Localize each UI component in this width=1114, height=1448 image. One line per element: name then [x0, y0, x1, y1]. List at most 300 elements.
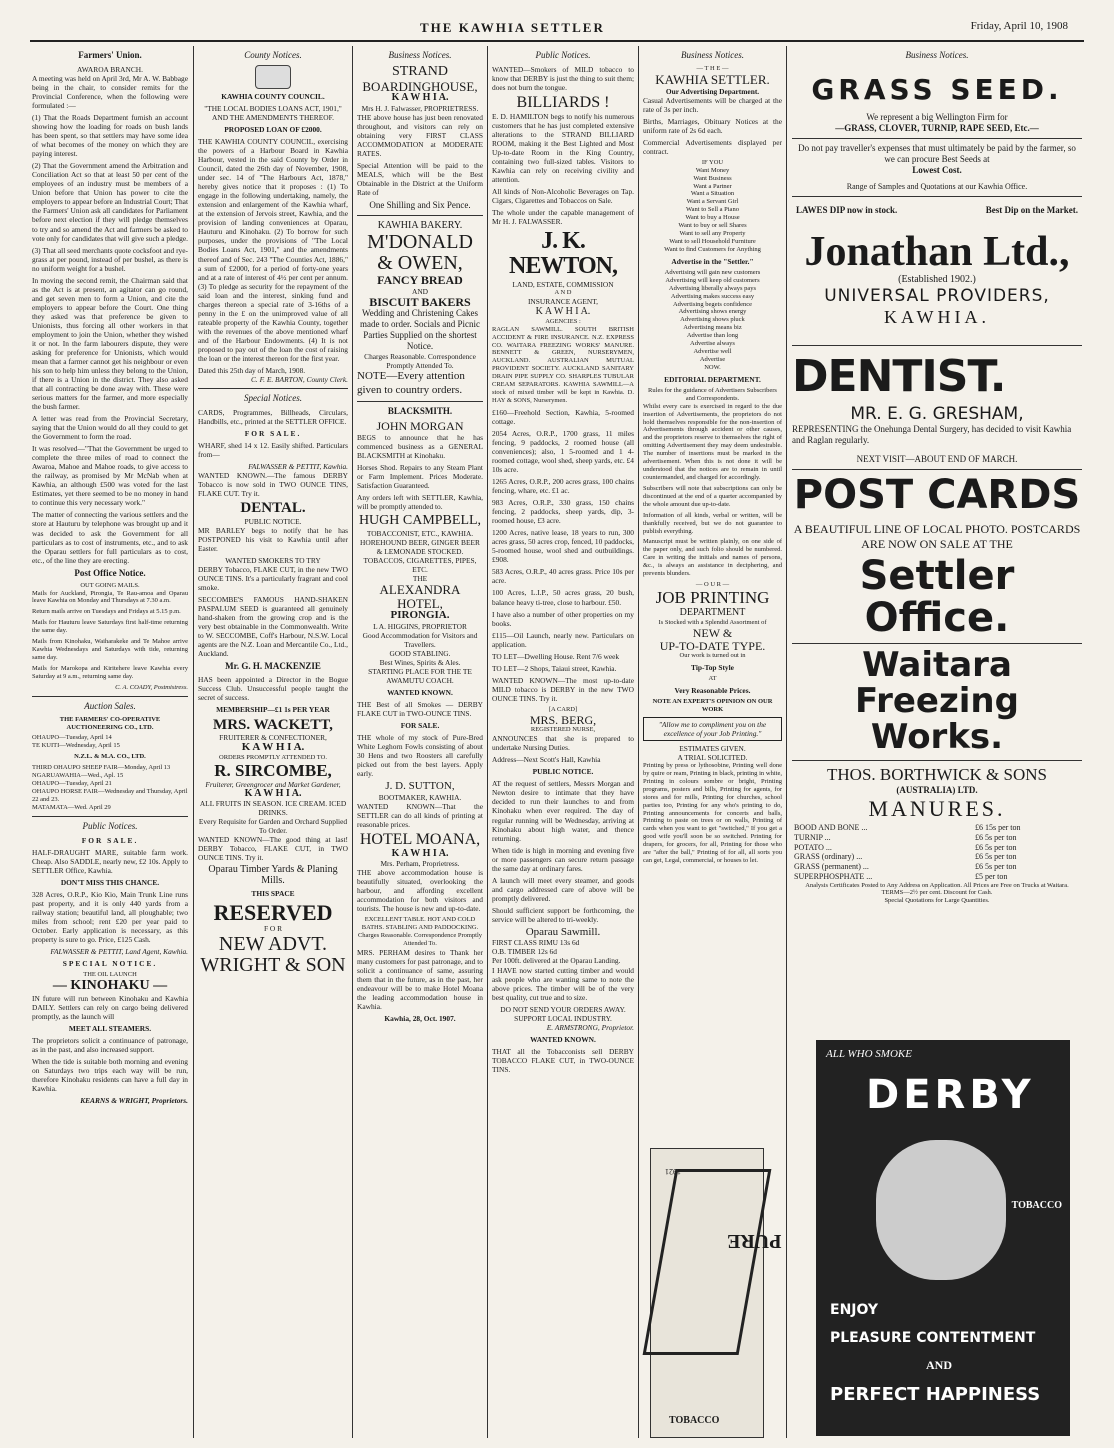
signature: FALWASSER & PETTIT, Land Agent, Kawhia.: [50, 947, 188, 957]
notice-text: Any orders left with SETTLER, Kawhia, will be promptly attended to.: [357, 492, 483, 512]
section-heading: Special Notices.: [244, 392, 302, 403]
notice-text: NOTE—Every attention given to country orders.: [357, 370, 465, 396]
property-listing: 1265 Acres, O.R.P., 200 acres grass, 100 chains fencing, whare, etc. £1 ac.: [492, 477, 634, 496]
notice-text: WANTED KNOWN.—The famous DERBY Tobacco is now sold in TWO OUNCE TINS, FLAKE CUT. Try it.: [198, 471, 348, 499]
notice-text: Whilst every care is exercised in regard to the due insertion of Advertisements, the proprietors do not hold themselves responsible for the non-insertion of Advertisements through accident or other causes, and the proprietors reserve to themselves the right of omitting Advertisement they may deem undesirable. The number of insertions must be marked in the advertisement. When this is not done it will be understood that the notices are to remain in until countermanded, and charged for accordingly.: [643, 402, 782, 481]
table-row: [792, 872, 1082, 882]
notice-text: When the tide is suitable both morning and evening on Saturdays two trips each way will be run, therefore Kinohaku residents can have a full day in Kawhia.: [32, 1056, 188, 1094]
signature: C. A. COADY, Postmistress.: [115, 683, 188, 691]
post-office-heading: Post Office Notice.: [74, 567, 146, 578]
notice-heading: DON'T MISS THIS CHANCE.: [60, 877, 160, 887]
manure-type: GRASS (ordinary) ...: [794, 852, 863, 862]
notice-text: THE Best of all Smokes — DERBY FLAKE CUT in TWO-OUNCE TINS.: [357, 700, 483, 719]
manure-type: SUPERPHOSPHATE ...: [794, 871, 873, 881]
advert-subheading: FANCY BREAD: [377, 273, 463, 288]
list-item: Advertising liberally always pays: [668, 284, 757, 292]
notice-text: THAT all the Tobacconists sell DERBY TOBACCO FLAKE CUT, in TWO-OUNCE TINS.: [492, 1046, 634, 1074]
notice-subheading: PUBLIC NOTICE.: [244, 516, 302, 526]
list-item: Want a Servant Girl: [686, 198, 739, 206]
mail-notice: Mails for Hauturu leave Saturdays first half-time returning the same day.: [32, 619, 188, 635]
notice-text: Casual Advertisements will be charged at the rate of 3s per inch.: [643, 95, 782, 114]
tobacco-tin-illustration: [650, 1148, 782, 1438]
list-item: Want to buy a House: [685, 214, 740, 222]
advert-heading: ALEXANDRA HOTEL,: [379, 581, 461, 611]
advert-heading: NEW ADVT.: [218, 932, 328, 955]
town-name: PIRONGIA.: [390, 609, 450, 622]
notice-text: NEXT VISIT—ABOUT END OF MARCH.: [856, 454, 1018, 465]
notice-text: AT: [708, 675, 717, 683]
section-heading: Public Notices.: [535, 50, 591, 60]
divider: [198, 388, 348, 389]
list-item: Want to buy or sell Shares: [678, 222, 747, 230]
derby-tobacco-advert: [816, 1040, 1070, 1436]
issue-date: Friday, April 10, 1908: [970, 20, 1068, 32]
reserved-heading: RESERVED: [213, 900, 333, 926]
for-sale-heading: FOR SALE.: [81, 835, 139, 845]
column-county-notices: [198, 48, 348, 1436]
list-item: Want to find Customers for Anything: [664, 245, 761, 253]
notice-text: THE whole of my stock of Pure-Bred White Leghorn Fowls consisting of about 30 Hens and two Roosters all carefully picked out from the best layers. Apply early.: [357, 733, 483, 779]
advert-text: ENJOY: [830, 1302, 879, 1318]
notice-subheading: Our Advertising Department.: [665, 86, 760, 96]
advert-heading: J. D. SUTTON,: [385, 780, 455, 793]
launch-name: — KINOHAKU —: [52, 978, 168, 994]
advert-heading: JOB PRINTING: [655, 587, 770, 607]
date-line: Kawhia, 28, Oct. 1907.: [384, 1014, 456, 1024]
notice-subheading: Rules for the guidance of Advertisers Subscribers and Correspondents.: [648, 386, 777, 402]
article-paragraph: It was resolved—"That the Government be urged to complete the three miles of road to connect the Awaroa, Mahoe and Mahoe roads, to give access to the railway, as promised by Mr McNab when at Kawhia, an although £500 was voted for the last Estimates, yet there seemed to be no money in hand to continue this very necessary work.": [32, 444, 188, 508]
notice-heading: WANTED KNOWN.: [530, 1034, 596, 1044]
testimonial-box: "Allow me to compliment you on the excellence of your Job Printing.": [643, 717, 782, 741]
manure-price: £5 per ton: [974, 871, 1008, 881]
list-item: IF YOU: [701, 158, 724, 166]
divider: [792, 196, 1082, 197]
signature: C. F. E. BARTON, County Clerk.: [250, 374, 348, 384]
advert-heading: Waitara Freezing Works.: [855, 645, 1019, 757]
property-listing: TO LET—2 Shops, Taiaui street, Kawhia.: [492, 663, 617, 673]
notice-text: AT the request of settlers, Messrs Morgan and Newton desire to intimate that they have decided to run their launches to and from Kinohaku when ever required. The day of regular running will be Wednesday, arriving at Kinohaku about high water, and thence returning.: [492, 779, 634, 843]
mail-notice: Mails for Auckland, Pirongia, Te Rau-amoa and Oparau leave Kawhia on Monday and Thursdays at 7.30 a.m.: [32, 589, 188, 605]
notice-subheading: WANTED SMOKERS TO TRY: [225, 556, 321, 566]
advert-subheading: UNIVERSAL PROVIDERS,: [824, 286, 1050, 307]
advert-heading: Oparau Timber Yards & Planing Mills.: [208, 864, 338, 886]
notice-text: DERBY Tobacco, FLAKE CUT, in the new TWO OUNCE TINS. It's a particularly fragrant and cool smoke.: [198, 565, 348, 593]
article-paragraph: (2) That the Government amend the Arbitration and Conciliation Act so that at least 50 per cent of the employees of an industry must be members of a Union before that Union has power to cite the employers to appear before an Industrial Court; That the Farmers' Union ask all candidates for Parliament before next election if they will pledge themselves to try and so amend the Act and farmers be asked to vote only for candidates that will give such a pledge.: [32, 161, 188, 243]
masthead: [0, 20, 1114, 40]
advert-subheading: NEW &: [692, 625, 733, 640]
notice-text: IN future will run between Kinohaku and Kawhia DAILY. Settlers can rely on cargo being delivered promptly, as the launch will: [32, 993, 188, 1021]
advert-heading: WRIGHT & SON: [200, 953, 346, 976]
date-line: Dated this 25th day of March, 1908.: [198, 365, 306, 375]
town-name: K A W H I A.: [535, 305, 591, 317]
divider: [792, 345, 1082, 346]
smoker-face-icon: [876, 1140, 1006, 1280]
manure-price: £6 5s per ton: [974, 832, 1017, 842]
notice-text: SUPPORT LOCAL INDUSTRY.: [514, 1013, 612, 1023]
notice-subheading: ORDERS PROMPTLY ATTENDED TO.: [219, 753, 327, 761]
notice-text: WHARF, shed 14 x 12. Easily shifted. Particulars from—: [198, 441, 348, 460]
notice-text: Best Wines, Spirits & Ales.: [379, 657, 461, 667]
notice-text: 328 Acres, O.R.P., Kio Kio, Main Trunk Line runs past property, and it is only 440 yards from a railway station; beautiful land, all ploughable; two miles from school; rent £20 per year paid to October. Early application is necessary, as this property is sure to go. Price, £125 Cash.: [32, 889, 188, 945]
notice-text: DO NOT SEND YOUR ORDERS AWAY.: [500, 1004, 626, 1014]
table-row: [792, 833, 1082, 843]
notice-text: Is Stocked with a Splendid Assortment of: [658, 619, 767, 627]
list-item: Advertise than long: [686, 332, 739, 340]
manure-price: £6 15s per ton: [974, 823, 1021, 833]
notice-text: Wedding and Christening Cakes made to order. Socials and Picnic Parties Supplied on the shortest Notice.: [360, 308, 480, 352]
notice-text: I have also a number of other properties on my books.: [492, 609, 634, 628]
auction-date: TE KUITI—Wednesday, April 15: [32, 742, 120, 750]
notice-text: Our work is turned out in: [679, 652, 746, 660]
table-row: [792, 823, 1082, 833]
notice-heading: SPECIAL NOTICE.: [62, 959, 158, 969]
notice-subheading: THE OIL LAUNCH: [83, 971, 137, 979]
property-listing: £115—Oil Launch, nearly new. Particulars on application.: [492, 630, 634, 649]
property-listing: 2054 Acres, O.R.P., 1700 grass, 11 miles fencing, 9 paddocks, 2 roomed house (all conveniences); also, 1 5-roomed and 1 4-roomed cottage, wool shed, sheep yards, etc. £4 10s acre.: [492, 428, 634, 475]
list-item: NOW.: [704, 363, 721, 371]
divider: [32, 696, 188, 697]
section-heading: Business Notices.: [681, 50, 744, 60]
notice-text: HAS been appointed a Director in the Bogue Success Club. Unsuccessful people taught the secret of success.: [198, 675, 348, 703]
advert-heading: MRS. BERG,: [529, 712, 597, 727]
notice-text: CARDS, Programmes, Billheads, Circulars, Handbills, etc., printed at the SETTLER OFFICE.: [198, 407, 348, 426]
price-line: FIRST CLASS RIMU 13s 6d: [492, 938, 580, 948]
auction-date: OHAUPO—Tuesday, April 21: [32, 780, 112, 788]
notice-text: Lowest Cost.: [912, 165, 962, 176]
notice-subheading: AGENCIES :: [545, 317, 581, 325]
notice-text: Every Requisite for Garden and Orchard Supplied To Order.: [198, 817, 348, 836]
advert-text: PLEASURE CONTENTMENT: [830, 1330, 1036, 1346]
advert-text: AND: [926, 1358, 952, 1372]
advert-heading: DERBY: [866, 1072, 1035, 1118]
notice-text: —GRASS, CLOVER, TURNIP, RAPE SEED, Etc.—: [835, 123, 1039, 134]
section-heading: Business Notices.: [388, 50, 452, 60]
advert-heading: BILLIARDS !: [516, 94, 610, 112]
advert-text: PERFECT HAPPINESS: [830, 1384, 1041, 1405]
notice-subheading: [A CARD]: [548, 705, 578, 713]
notice-text: Commercial Advertisements displayed per contract.: [643, 137, 782, 156]
manure-type: POTATO ...: [794, 842, 832, 852]
notice-text: REPRESENTING the Onehunga Dental Surgery, has decided to visit Kawhia and Raglan regularly.: [792, 424, 1072, 446]
advert-heading: JOHN MORGAN: [376, 419, 464, 434]
article-paragraph: A meeting was held on April 3rd, Mr A. W. Babbage being in the chair, to consider remits for the Provincial Conference, when the following were formulated :—: [32, 74, 188, 111]
notice-heading: MEMBERSHIP—£1 1s PER YEAR: [216, 705, 330, 715]
property-listing: 100 Acres, L.I.P., 50 acres grass, 20 bush, balance heavy ti-tree, close to harbour. £50.: [492, 588, 634, 607]
manure-price-table: [792, 823, 1082, 882]
notice-text: E. D. HAMILTON begs to notify his numerous customers that he has just completed extensive alterations to the STRAND BILLIARD ROOM, making it the Best Lighted and Most Up-to-date Room in the King Country, containing two full-sized tables. Visitors to Kawhia can rely on receiving civility and attention.: [492, 111, 634, 185]
town-name: KAWHIA.: [883, 306, 991, 327]
column-divider: [193, 46, 194, 1438]
column-farmers-union: [32, 48, 188, 1436]
notice-subheading: A N D: [554, 288, 572, 296]
signature: KEARNS & WRIGHT, Proprietors.: [80, 1096, 188, 1106]
advert-heading: MRS. WACKETT,: [213, 716, 333, 733]
divider: [792, 643, 1082, 644]
notice-text: THE above accommodation house is beautifully situated, overlooking the harbour, and affording excellent accommodation for both visitors and tourists. The house is new and up-to-date.: [357, 868, 483, 914]
mail-notice: Mails for Marokopa and Kiritehere leave Kawhia every Saturday at 9 a.m., returning same day.: [32, 664, 188, 680]
list-item: Want a Partner: [693, 182, 732, 190]
notice-heading: EDITORIAL DEPARTMENT.: [664, 374, 761, 384]
property-listing: 1200 Acres, native lease, 18 years to run, 300 acres grass, 50 acres crop, fenced, 10 paddocks, 5-roomed house, wool shed and outbuildings. £908.: [492, 528, 634, 565]
table-row: [792, 843, 1082, 853]
list-item: Want a Situation: [690, 190, 735, 198]
auction-date: MATAMATA—Wed. April 29: [32, 803, 111, 811]
column-divider: [352, 46, 353, 1438]
notice-text: WANTED KNOWN—That the SETTLER can do all kinds of printing at reasonable prices.: [357, 801, 483, 829]
coat-of-arms-icon: [255, 65, 291, 89]
notice-text: The whole under the capable management of Mr H. J. FALWASSER.: [492, 208, 634, 227]
tin-brand: TOBACCO: [669, 1415, 720, 1426]
article-paragraph: In moving the second remit, the Chairman said that as the Act is at present, an agitator can go round, and get seven men to form a Union, and cite the employers to appear before the Court. One thing they asked was that preference be given to Unionists, thus forcing all other workers in that employment to join the Union, whether they wished it or not. In the farm labourers dispute, they were asking for preference for Unionists, which would mean that a farmer cannot get his neighbour or even his son to help him unless they belong to the Union, if there is a Union in the district. They also asked that all contracting be done away with. These were serious matters for the farmer, and more especially the bush farmer.: [32, 275, 188, 412]
notice-text: Special Quotations for Large Quantities.: [884, 897, 990, 905]
property-listing: TO LET—Dwelling House. Rent 7/6 week: [492, 651, 620, 661]
mail-notice: Return mails arrive on Tuesdays and Fridays at 5.15 p.m.: [32, 608, 181, 616]
advert-heading: J. K. NEWTON,: [509, 228, 617, 280]
auction-company: THE FARMERS' CO-OPERATIVE AUCTIONEERING CO., LTD.: [59, 715, 161, 731]
notice-text: Information of all kinds, verbal or written, will be thankfully received, but we do not guarantee to publish everything.: [643, 511, 782, 535]
top-rule: [30, 40, 1084, 42]
advert-heading: Mr. G. H. MACKENZIE: [225, 661, 321, 672]
notice-text: Charges Reasonable. Correspondence Promptly Attended To.: [364, 352, 476, 371]
advert-heading: BOARDINGHOUSE,: [362, 78, 478, 94]
advert-heading: BLACKSMITH.: [387, 406, 453, 417]
notice-text: Very Reasonable Prices.: [674, 686, 751, 695]
section-heading: Business Notices.: [905, 50, 969, 60]
advert-subheading: UP-TO-DATE TYPE.: [659, 638, 766, 653]
notice-heading: MEET ALL STEAMERS.: [68, 1023, 152, 1033]
auction-date: OHAUPO—Tuesday, April 14: [32, 734, 112, 742]
notice-text: LAWES DIP now in stock.: [796, 204, 898, 215]
space-notice: THIS SPACE: [251, 889, 295, 899]
advert-subheading: BISCUIT BAKERS: [369, 294, 471, 309]
address-line: Address—Next Scott's Hall, Kawhia: [492, 755, 601, 765]
advert-subheading: THOS. BORTHWICK & SONS: [827, 764, 1047, 784]
notice-subheading: — T H E —: [696, 64, 729, 72]
notice-subheading: Fruiterer, Greengrocer and Market Gardener,: [205, 779, 341, 789]
proprietor: L A. HIGGINS, PROPRIETOR: [373, 621, 467, 631]
subheading: AWAROA BRANCH.: [77, 64, 143, 74]
for-sale-heading: FOR SALE.: [244, 428, 302, 438]
newspaper-title: THE KAWHIA SETTLER: [420, 20, 605, 35]
notice-text: Tip-Top Style: [691, 663, 734, 673]
advert-heading: Oparau Sawmill.: [525, 925, 601, 938]
article-paragraph: (1) That the Roads Department furnish an account showing how the loading for roads on bush lands has been spent, so that settlers may have some idea of what becomes of the money on which they are paying interest.: [32, 113, 188, 159]
table-row: [792, 852, 1082, 862]
manure-type: TURNIP ...: [794, 832, 831, 842]
notice-subheading: — O U R —: [695, 581, 730, 589]
notice-text: F O R: [263, 924, 283, 934]
divider: [792, 469, 1082, 470]
column-divider: [638, 46, 639, 1438]
notice-text: Horses Shod. Repairs to any Steam Plant or Farm Implement. Prices Moderate. Satisfaction Guaranteed.: [357, 462, 483, 490]
manure-type: GRASS (permanent) ...: [794, 862, 869, 872]
advert-text: ALL WHO SMOKE: [826, 1048, 912, 1060]
printing-verse: Printing by press or lythosobine, Printing well done by quire or ream, Printing in black, printing in white, Printing in colours sombre or bright, Printing programs, posters and bills, Printing for agents, for stores and for mills, Printing for churches, school parties too, Printing for any who's printing to do, Printing announcements for concerts and balls, Printing to paste on trees or on walls, Printing of cards when you want to get "switched," If you get a good wife you'll soon be so switched. Printing for drapers, for grocers, for all, Printing for those who are "after the ball," Printing of for all, all sorts you can get, Legal, commercial, or houses to let.: [643, 762, 782, 865]
divider: [792, 138, 1082, 139]
divider: [792, 760, 1082, 761]
list-item: Advertising shows pluck: [680, 316, 745, 324]
notice-text: STARTING PLACE FOR THE TE AWAMUTU COACH.: [368, 666, 472, 685]
notice-text: HOREHOUND BEER, GINGER BEER & LEMONADE STOCKED.: [360, 537, 480, 556]
notice-text: When tide is high in morning and evening five or more passengers can secure return passage the same day at ordinary fares.: [492, 845, 634, 873]
manure-type: BOOD AND BONE ...: [794, 823, 868, 833]
notice-text: Charges Reasonable. Correspondence Promptly Attended To.: [357, 932, 483, 948]
section-heading: Public Notices.: [82, 820, 138, 831]
table-row: [792, 862, 1082, 872]
notice-text: Special Attention will be paid to the MEALS, which will be the Best Obtainable in the District at the Uniform Rate of: [357, 160, 483, 198]
list-item: Want to sell Household Furniture: [669, 237, 756, 245]
town-name: K A W H I A.: [391, 92, 449, 104]
column-public-notices: [492, 48, 634, 1436]
notice-text: Should sufficient support be forthcoming, the service will be altered to tri-weekly.: [492, 905, 634, 924]
manure-price: £6 5s per ton: [974, 842, 1017, 852]
notice-text: Per 100ft. delivered at the Oparau Landing.: [492, 956, 621, 966]
town-name: K A W H I A.: [391, 847, 449, 859]
advert-heading: KAWHIA BAKERY.: [377, 220, 463, 232]
notice-text: Births, Marriages, Obituary Notices at the uniform rate of 2s 6d each.: [643, 116, 782, 135]
auction-date: NGARUAWAHIA—Wed., Apl. 15: [32, 772, 124, 780]
list-item: Want to Sell a Piano: [686, 206, 739, 214]
tin-label: PURE: [727, 1230, 782, 1252]
notice-subheading: (Established 1902.): [898, 274, 976, 286]
notice-text: THE KAWHIA COUNTY COUNCIL, exercising the powers of a Harbour Board in Kawhia Harbour, vested in the said County by Order in Council, dated the 26th day of November, 1908, under sec. 14 of "The Harbours Act, 1878," hereby gives notice that it proposes : (1) To engage in the following undertaking, namely, the extension and enlargement of the Kawhia wharf, at the extension of Jervois street, Kawhia, and the provision of landing conveniences at Oparau, Hauturu and Kinohaku. (2) To borrow for such purposes, under the provisions of "The Local Bodies Loans Act, 1901," and the amendments thereof and of Sec. 243 "The Counties Act, 1886," a sum of £2000, for a period of forty-one years and at a rate of interest of 4½ per cent per annum. (3) To pledge as security for the repayment of the said loan and the interest, sinking fund and charges thereon a special rate of 3-16ths of a penny in the £ on the unimproved value of all rateable property of the Kawhia County, together with the revenues of the above mentioned wharf and of the Harbour Endowments. (4) It is not proposed to pay out of the loan the cost of raising the loan or the interest thereon for the first year.: [198, 137, 348, 363]
notice-heading: ESTIMATES GIVEN.: [679, 743, 746, 753]
signature: E. ARMSTRONG, Proprietor.: [546, 1022, 634, 1032]
article-paragraph: A letter was read from the Provincial Secretary, saying that the Union would do all they could to get the Government to form the road.: [32, 414, 188, 442]
notice-subheading: TOBACCONIST, ETC., KAWHIA.: [366, 528, 474, 538]
dental-heading: DENTAL.: [240, 500, 306, 517]
notice-subheading: (AUSTRALIA) LTD.: [896, 785, 978, 796]
divider: [32, 816, 188, 817]
property-listing: 983 Acres, O.R.P., 330 grass, 150 chains fencing, 2 paddocks, sheep yards, dip, 3-roomed house, £3 acre.: [492, 498, 634, 526]
list-item: Advertising begets confidence: [672, 300, 753, 308]
manure-price: £6 5s per ton: [974, 852, 1017, 862]
advert-subheading: DEPARTMENT: [679, 606, 746, 618]
notice-heading: One Shilling and Six Pence.: [369, 200, 471, 211]
article-paragraph: The matter of connecting the various settlers and the store at Hauturu by telephone was brought up and it was decided to ask the Government for all particulars as to cost of instruments, etc., and to ask the Oparau settlers for full particulars as to cost, etc., of the line they are erecting.: [32, 510, 188, 565]
advert-heading: DENTIST.: [792, 350, 1006, 402]
notice-text: WANTED KNOWN—The most up-to-date MILD tobacco is DERBY in the new TWO OUNCE TINS. Try it.: [492, 675, 634, 703]
notice-subheading: BOOTMAKER, KAWHIA.: [378, 792, 462, 802]
advert-heading: MANURES.: [868, 796, 1006, 822]
advert-heading: KAWHIA SETTLER.: [655, 71, 770, 87]
advert-heading: HUGH CAMPBELL,: [358, 513, 482, 529]
list-item: Want Money: [695, 166, 730, 174]
advert-heading: HOTEL MOANA,: [359, 830, 481, 848]
agency-list: RAGLAN SAWMILL. SOUTH BRITISH ACCIDENT & FIRE INSURANCE. N.Z. EXPRESS CO. WAITARA FREEZING WORKS' MANURE. BENNETT & GREEN, NURSERYMEN, AUCKLAND. AUSTRALIAN MUTUAL PROVIDENT SOCIETY. AUCKLAND SANITARY DRAIN PIPE SUPPLY CO. SHARPLES TUBULAR CREAM SEPARATORS. KAWHIA SAWMILL—A stock of mixed timber will be kept in Kawhia. D. HAY & SONS, Nurserymen.: [492, 325, 634, 404]
notice-text: ANNOUNCES that she is prepared to undertake Nursing Duties.: [492, 734, 634, 753]
loan-heading: PROPOSED LOAN OF £2000.: [224, 125, 322, 135]
list-item: Advertise always: [690, 340, 735, 348]
notice-text: THE above house has just been renovated throughout, and visitors can rely on obtaining very FIRST CLASS ACCOMMODATION at MODERATE RATES.: [357, 112, 483, 158]
advert-heading: POST CARDS: [793, 472, 1081, 519]
notice-text: WANTED—Smokers of MILD tobacco to know that DERBY is just the thing to suit them; does not burn the tongue.: [492, 64, 634, 93]
notice-subheading: FRUITERER & CONFECTIONER,: [219, 733, 327, 743]
dip-line: [792, 201, 1082, 220]
notice-text: We represent a big Wellington Firm for: [866, 112, 1008, 123]
notice-heading: WANTED KNOWN.: [387, 687, 453, 697]
list-item: Advertising will gain new customers: [664, 268, 761, 276]
notice-text: The proprietors solicit a continuance of patronage, as in the past, and also increased support.: [32, 1035, 188, 1054]
mail-notice: Mails from Kinohaku, Waiharakeke and Te Mahoe arrive Kawhia Wednesdays and Saturdays with tide, returning same day.: [32, 638, 188, 661]
advert-heading: GRASS SEED.: [811, 72, 1063, 106]
advert-subheading: MR. E. G. GRESHAM,: [850, 403, 1024, 424]
notice-text: Analysis Certificates Posted to Any Address on Application. All Prices are Free on Trucks at Waitara.: [805, 881, 1069, 889]
section-heading: Farmers' Union.: [78, 50, 142, 60]
notice-text: BEGS to announce that he has commenced business as a GENERAL BLACKSMITH at Kinohaku.: [357, 432, 483, 460]
notice-subheading: REGISTERED NURSE,: [530, 726, 596, 734]
notice-text: Good Accommodation for Visitors and Travellers.: [362, 630, 478, 649]
auction-company: N.Z.L. & M.A. CO., LTD.: [74, 753, 146, 761]
notice-text: Range of Samples and Quotations at our Kawhia Office.: [846, 182, 1028, 192]
notice-subheading: INSURANCE AGENT,: [527, 296, 599, 306]
list-item: Advertising makes success easy: [670, 292, 755, 300]
town-name: K A W H I A.: [241, 741, 305, 754]
notice-text: I HAVE now started cutting timber and would ask people who are wanting same to note the above prices. The timber will be of the very best quality, cut true and to size.: [492, 965, 634, 1002]
town-name: K A W H I A.: [244, 787, 302, 799]
list-item: Advertising shows energy: [678, 308, 747, 316]
notice-text: THE: [412, 573, 428, 583]
subheading: OUT GOING MAILS.: [80, 581, 140, 589]
advert-heading: M'DONALD & OWEN,: [367, 231, 473, 275]
proprietor: Mrs. Perham, Proprietress.: [380, 859, 460, 869]
divider: [357, 215, 483, 216]
notice-text: MRS. PERHAM desires to Thank her many customers for past patronage, and to solicit a continuance of same, assuring them that in the future, as in the past, her endeavour will be to make Hotel Moana the leading accommodation house in Kawhia.: [357, 948, 483, 1012]
notice-text: HALF-DRAUGHT MARE, suitable farm work. Cheap. Also SADDLE, nearly new, £2 10s. Apply to SETTLER Office, Kawhia.: [32, 847, 188, 875]
notice-text: NOTE AN EXPERT'S OPINION ON OUR WORK: [652, 698, 773, 713]
notice-text: Best Dip on the Market.: [985, 204, 1078, 215]
proprietor: Mrs H. J. Falwasser, PROPRIETRESS.: [361, 103, 479, 113]
advert-heading: R. SIRCOMBE,: [214, 760, 332, 780]
notice-subheading: LAND, ESTATE, COMMISSION: [512, 279, 614, 289]
list-item: Advertise well: [693, 348, 732, 356]
notice-text: A BEAUTIFUL LINE OF LOCAL PHOTO. POSTCARDS ARE NOW ON SALE AT THE: [793, 522, 1081, 551]
notice-text: TOBACCOS, CIGARETTES, PIPES, ETC.: [363, 555, 477, 574]
list-item: Advertising means biz: [683, 324, 742, 332]
section-heading: Auction Sales.: [84, 700, 136, 711]
notice-text: AND: [411, 286, 428, 296]
notice-text: Do not pay traveller's expenses that must ultimately be paid by the farmer, so we can procure Best Seeds at: [798, 143, 1076, 165]
column-divider: [487, 46, 488, 1438]
advert-text: TOBACCO: [1011, 1200, 1062, 1211]
act-title: "THE LOCAL BODIES LOANS ACT, 1901," AND THE AMENDMENTS THEREOF.: [204, 104, 342, 123]
notice-text: All kinds of Non-Alcoholic Beverages on Tap. Cigars, Cigarettes and Tobaccos on Sale.: [492, 187, 634, 206]
list-item: Want Business: [693, 174, 732, 182]
property-listing: 583 Acres, O.R.P., 40 acres grass. Price 10s per acre.: [492, 567, 634, 586]
notice-text: SECCOMBE'S FAMOUS HAND-SHAKEN PASPALUM SEED is guaranteed all genuinely hand-shaken from the growing crop and is the very best obtainable in the Commonwealth. Write to W. SECCOMBE, Coff's Harbour, N.S.W. Local agents are the N.Z. Loan and Mercantile Co., Ltd., Auckland.: [198, 595, 348, 659]
notice-text: WANTED KNOWN—The good thing at last! DERBY Tobacco, FLAKE CUT, in TWO OUNCE TINS. Try it.: [198, 835, 348, 863]
advert-heading: Settler Office.: [859, 553, 1015, 642]
notice-heading: PUBLIC NOTICE.: [532, 767, 594, 777]
list-item: Want to sell any Property: [679, 230, 746, 238]
notice-text: TERMS—2½ per cent. Discount for Cash.: [881, 889, 993, 897]
list-item: Advertise: [699, 355, 726, 363]
property-listing: £160—Freehold Section, Kawhia, 5-roomed cottage.: [492, 407, 634, 426]
divider: [357, 401, 483, 402]
list-item: Advertising will keep old customers: [665, 276, 760, 284]
signature: FALWASSER & PETTIT, Kawhia.: [248, 462, 348, 472]
council-name: KAWHIA COUNTY COUNCIL.: [221, 91, 325, 101]
manure-price: £6 5s per ton: [974, 862, 1017, 872]
notice-text: ALL FRUITS IN SEASON. ICE CREAM. ICED DRINKS.: [199, 799, 347, 818]
auction-date: THIRD OHAUPO SHEEP FAIR—Monday, April 13: [32, 764, 171, 772]
tin-number: 1921: [665, 1167, 681, 1176]
notice-heading: A TRIAL SOLICITED.: [677, 752, 748, 762]
notice-text: A launch will meet every steamer, and goods and cargo addressed care of above will be promptly delivered.: [492, 875, 634, 903]
notice-text: Subscribers will note that subscriptions can only be discontinued at the end of a quarter accompanied by the whole amount due up-to-date.: [643, 484, 782, 508]
notice-text: Manuscript must be written plainly, on one side of the paper only, and such folio should be numbered. Care in writing the initials and names of persons, &c., is always an assistance in deciphering, and prevents blunders.: [643, 538, 782, 578]
section-heading: County Notices.: [244, 50, 302, 60]
